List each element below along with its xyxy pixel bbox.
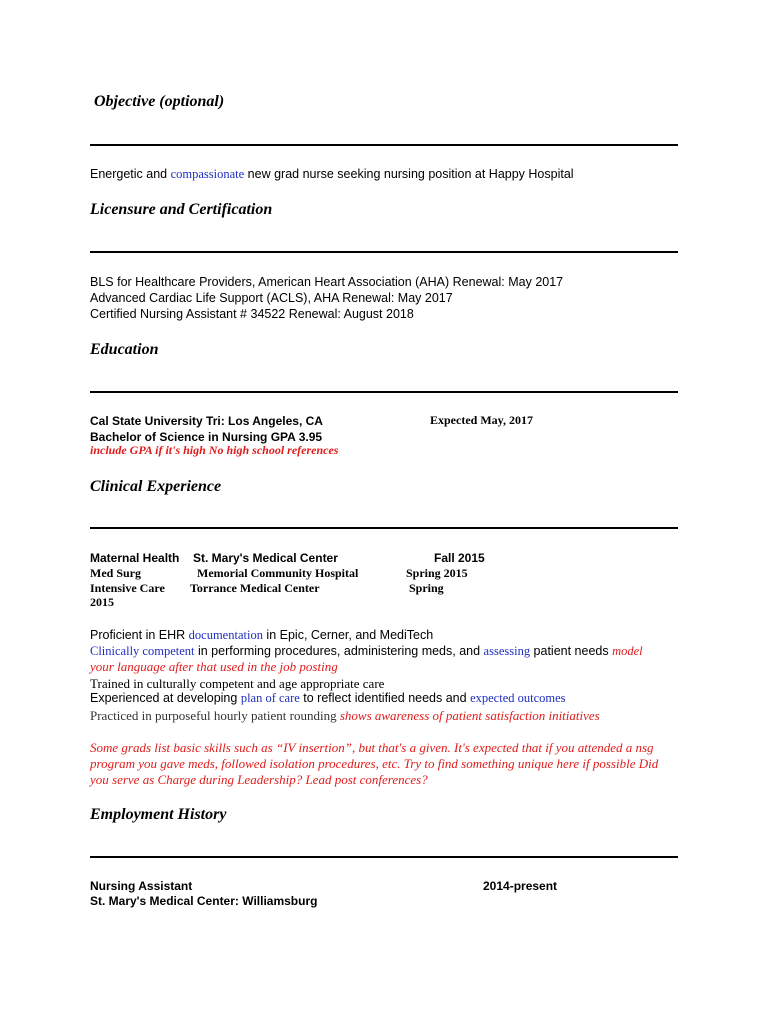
rotation-year: 2015 xyxy=(90,595,114,609)
job-dates: 2014-present xyxy=(483,879,558,893)
advice-line: Some grads list basic skills such as “IV insertion”, but that's a given. It's expected that if you attended a nsg xyxy=(90,740,654,755)
employer: St. Mary's Medical Center: Williamsburg xyxy=(90,894,318,908)
rotation-area: Med Surg xyxy=(90,566,141,580)
rotation-term: Spring 2015 xyxy=(406,566,468,580)
section-divider xyxy=(90,391,678,393)
rotation-site: Torrance Medical Center xyxy=(190,581,320,595)
cert-line: BLS for Healthcare Providers, American Heart Association (AHA) Renewal: May 2017 xyxy=(90,275,564,289)
advice-line: program you gave meds, followed isolation procedures, etc. Try to find something unique here if possible Did xyxy=(90,756,659,771)
objective-text: Energetic and compassionate new grad nurse seeking nursing position at Happy Hospital xyxy=(90,167,574,181)
rotation-term: Spring xyxy=(409,581,444,595)
rotation-site: Memorial Community Hospital xyxy=(197,566,359,580)
education-date: Expected May, 2017 xyxy=(430,413,533,427)
clinical-heading: Clinical Experience xyxy=(90,478,222,495)
education-note: include GPA if it's high No high school references xyxy=(90,443,339,457)
cert-line: Advanced Cardiac Life Support (ACLS), AHA Renewal: May 2017 xyxy=(90,291,453,305)
education-heading: Education xyxy=(90,341,159,358)
skill-note: your language after that used in the job posting xyxy=(90,659,338,674)
skill-line: Trained in culturally competent and age appropriate care xyxy=(90,676,385,691)
job-title: Nursing Assistant xyxy=(90,879,193,893)
employment-heading: Employment History xyxy=(90,806,227,823)
cert-line: Certified Nursing Assistant # 34522 Renewal: August 2018 xyxy=(90,307,414,321)
rotation-term: Fall 2015 xyxy=(434,551,485,565)
skill-line: Practiced in purposeful hourly patient rounding shows awareness of patient satisfaction initiatives xyxy=(90,708,600,723)
section-divider xyxy=(90,144,678,146)
degree: Bachelor of Science in Nursing GPA 3.95 xyxy=(90,430,323,444)
licensure-heading: Licensure and Certification xyxy=(90,201,273,218)
rotation-area: Maternal Health xyxy=(90,551,180,565)
rotation-area: Intensive Care xyxy=(90,581,165,595)
section-divider xyxy=(90,251,678,253)
rotation-site: St. Mary's Medical Center xyxy=(193,551,338,565)
section-divider xyxy=(90,527,678,529)
skill-line: Experienced at developing plan of care to reflect identified needs and expected outcomes xyxy=(90,691,566,705)
objective-heading: Objective (optional) xyxy=(94,93,225,110)
school-name: Cal State University Tri: Los Angeles, CA xyxy=(90,414,323,428)
skill-line: Clinically competent in performing procedures, administering meds, and assessing patient needs model xyxy=(90,644,643,658)
skill-line: Proficient in EHR documentation in Epic, Cerner, and MediTech xyxy=(90,628,434,642)
advice-line: you serve as Charge during Leadership? Lead post conferences? xyxy=(90,772,428,787)
section-divider xyxy=(90,856,678,858)
